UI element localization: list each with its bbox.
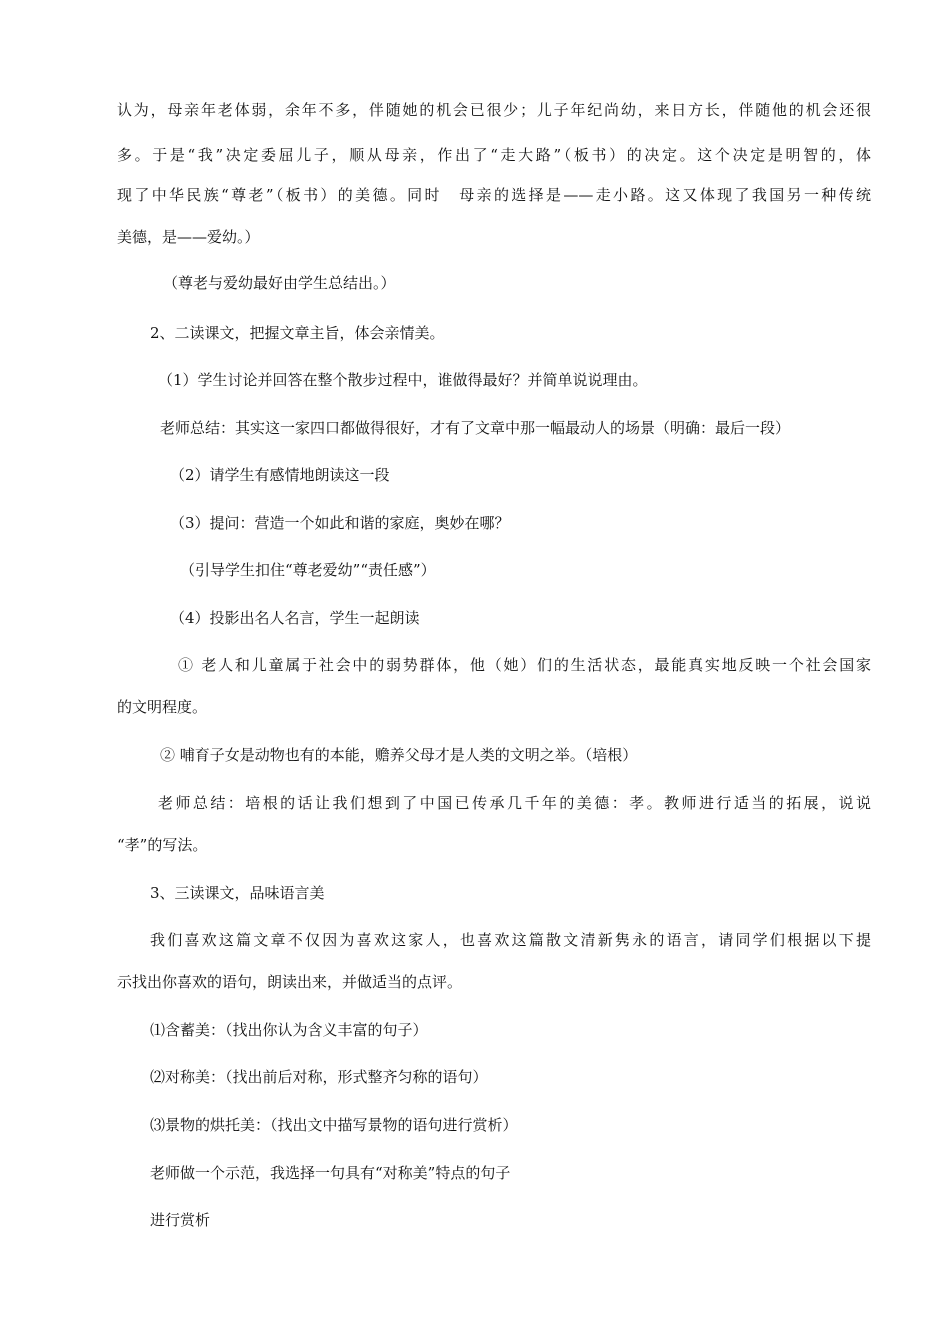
criterion-2: ⑵对称美：（找出前后对称，形式整齐匀称的语句） — [150, 1068, 488, 1086]
criterion-3: ⑶景物的烘托美：（找出文中描写景物的语句进行赏析） — [150, 1116, 518, 1134]
item-1-line: （1）学生讨论并回答在整个散步过程中，谁做得最好？并简单说说理由。 — [158, 371, 648, 389]
quote-1-line-1: ① 老人和儿童属于社会中的弱势群体，他（她）们的生活状态，最能真实地反映一个社会国家 — [178, 656, 871, 674]
teacher-summary-2-line-2: “孝”的写法。 — [117, 836, 208, 854]
instruction-line-1: 我们喜欢这篇文章不仅因为喜欢这家人，也喜欢这篇散文清新隽永的语言，请同学们根据以下提 — [150, 931, 871, 949]
quote-1-line-2: 的文明程度。 — [117, 698, 208, 716]
item-3-guidance: （引导学生扣住“尊老爱幼”“责任感”） — [180, 561, 436, 579]
item-3-line: （3）提问：营造一个如此和谐的家庭，奥妙在哪？ — [170, 514, 510, 532]
teacher-summary-1: 老师总结：其实这一家四口都做得很好，才有了文章中那一幅最动人的场景（明确：最后一段） — [160, 419, 791, 437]
quote-2-line: ② 哺育子女是动物也有的本能，赡养父母才是人类的文明之举。（培根） — [160, 746, 638, 764]
paragraph-line-1: 认为，母亲年老体弱，余年不多，伴随她的机会已很少；儿子年纪尚幼，来日方长，伴随他的机会还很 — [117, 101, 871, 119]
item-2-line: （2）请学生有感情地朗读这一段 — [170, 466, 390, 484]
teacher-demo-line-2: 进行赏析 — [150, 1211, 211, 1229]
paragraph-line-4: 美德，是——爱幼。） — [117, 228, 260, 246]
instruction-line-2: 示找出你喜欢的语句，朗读出来，并做适当的点评。 — [117, 973, 463, 991]
section-heading-3: 3、三读课文，品味语言美 — [150, 884, 325, 902]
paragraph-line-2: 多。于是“我”决定委屈儿子，顺从母亲，作出了“走大路”（板书）的决定。这个决定是明智的，体 — [117, 146, 871, 164]
teacher-demo-line: 老师做一个示范，我选择一句具有“对称美”特点的句子 — [150, 1164, 511, 1182]
item-4-line: （4）投影出名人名言，学生一起朗读 — [170, 609, 420, 627]
criterion-1: ⑴含蓄美：（找出你认为含义丰富的句子） — [150, 1021, 428, 1039]
teacher-summary-2-line-1: 老师总结：培根的话让我们想到了中国已传承几千年的美德：孝。教师进行适当的拓展，说说 — [158, 794, 871, 812]
section-heading-2: 2、二读课文，把握文章主旨，体会亲情美。 — [150, 324, 445, 342]
paragraph-line-3: 现了中华民族“尊老”（板书）的美德。同时 母亲的选择是——走小路。这又体现了我国另一种传统 — [117, 186, 871, 204]
note-line: （尊老与爱幼最好由学生总结出。） — [163, 274, 396, 292]
